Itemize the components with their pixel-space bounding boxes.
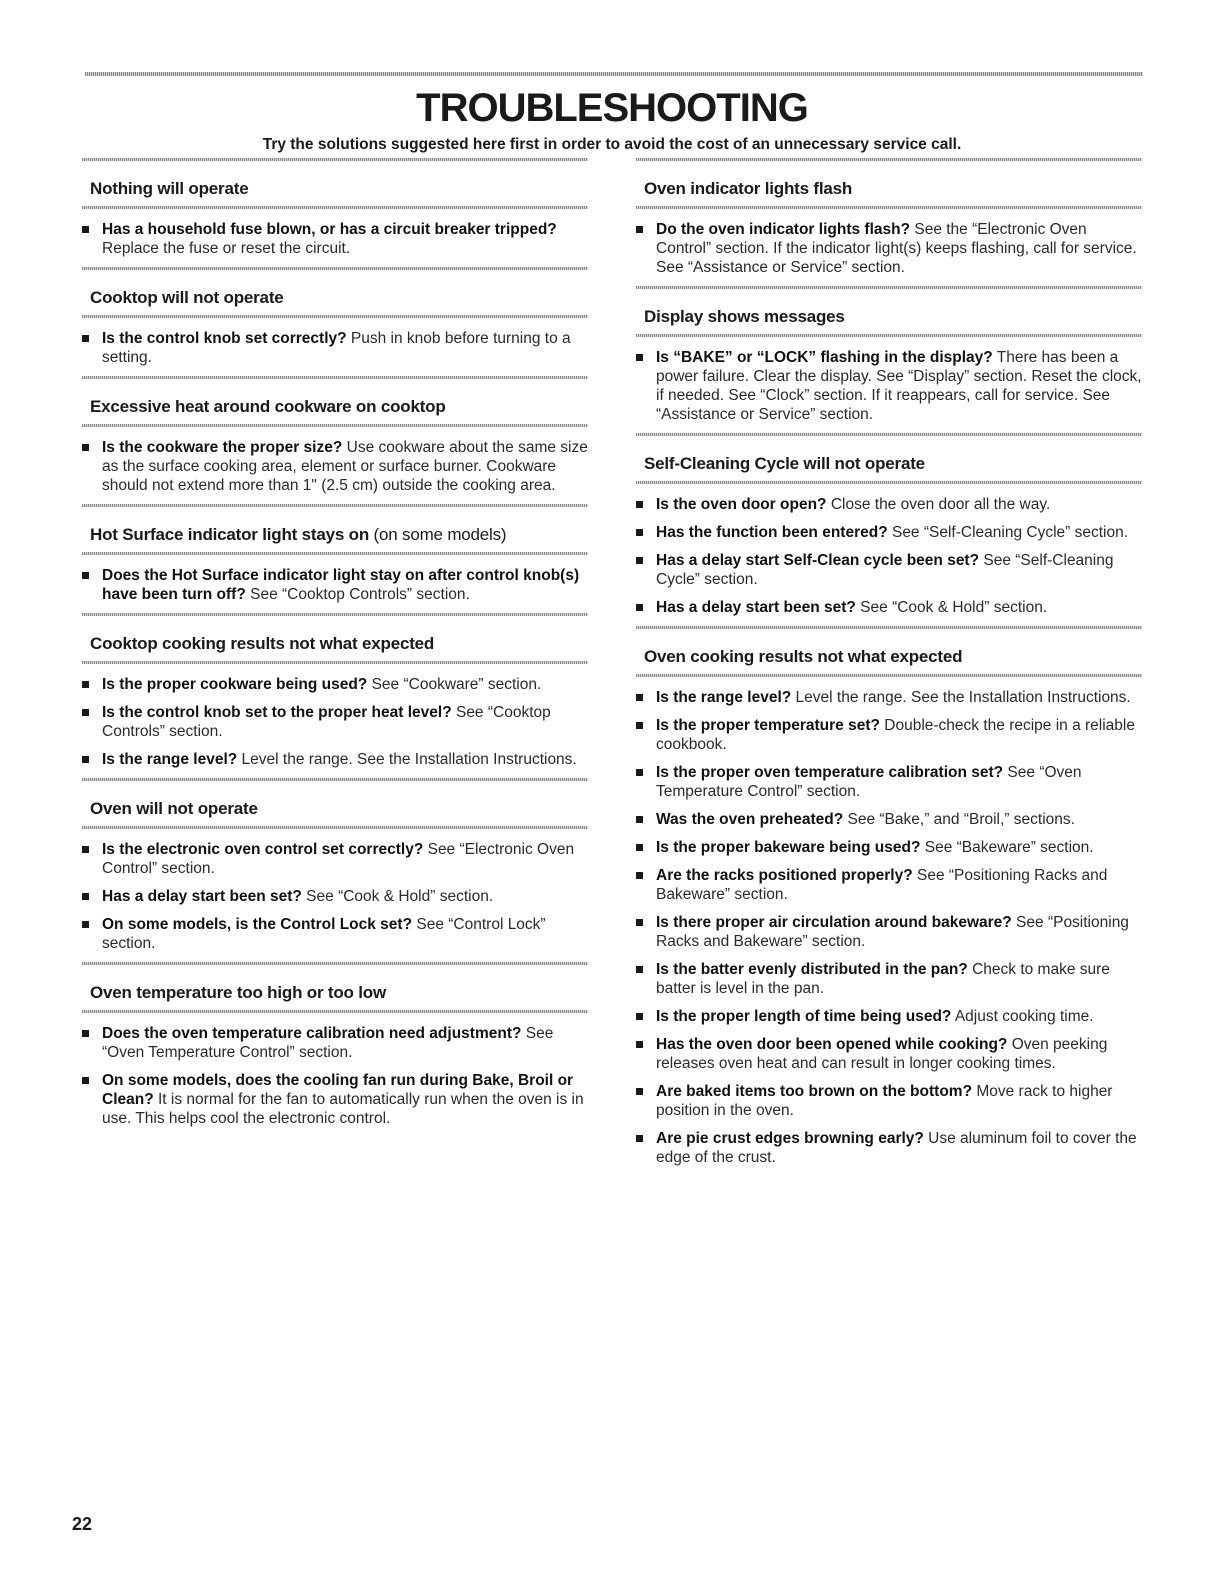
question-text: Is the proper bakeware being used?: [656, 839, 921, 856]
solution-list: [636, 677, 1142, 1167]
list-item: [82, 329, 588, 367]
question-text: Are the racks positioned properly?: [656, 867, 913, 884]
question-text: Do the oven indicator lights flash?: [656, 221, 911, 238]
list-item: [82, 750, 588, 769]
question-text: Has the oven door been opened while cooking?: [656, 1036, 1008, 1053]
heading-underline: [636, 334, 1142, 337]
question-text: Is the proper oven temperature calibration set?: [656, 764, 1004, 781]
section-cooktop-cooking-results-not-what-expected: [82, 613, 588, 769]
section-divider: [82, 267, 588, 270]
square-bullet-icon: [636, 354, 643, 361]
answer-text: Push in knob before turning to a setting.: [102, 330, 571, 366]
heading-underline: [636, 674, 1142, 677]
top-divider: [85, 72, 1143, 76]
question-text: Does the oven temperature calibration need adjustment?: [102, 1025, 522, 1042]
section-cooktop-will-not-operate: [82, 267, 588, 367]
square-bullet-icon: [636, 694, 643, 701]
square-bullet-icon: [82, 756, 89, 763]
answer-text: See “Electronic Oven Control” section.: [102, 841, 575, 877]
question-text: Is the proper cookware being used?: [102, 676, 368, 693]
section-hot-surface-indicator-light-stays-on: [82, 504, 588, 604]
solution-list: [636, 484, 1142, 617]
list-item: [82, 1024, 588, 1062]
question-text: Are baked items too brown on the bottom?: [656, 1083, 973, 1100]
section-divider: [82, 778, 588, 781]
section-excessive-heat-around-cookware-on-cooktop: [82, 376, 588, 495]
list-item: [636, 688, 1142, 707]
section-divider: [82, 613, 588, 616]
section-heading-text: Excessive heat around cookware on cooktop: [90, 397, 446, 416]
answer-text: See “Cooktop Controls” section.: [102, 704, 551, 740]
square-bullet-icon: [636, 722, 643, 729]
section-heading: [82, 376, 588, 417]
square-bullet-icon: [636, 226, 643, 233]
heading-underline: [82, 826, 588, 829]
list-item: [636, 763, 1142, 801]
square-bullet-icon: [82, 572, 89, 579]
section-display-shows-messages: [636, 286, 1142, 424]
solution-list: [82, 427, 588, 495]
answer-text: See “Cook & Hold” section.: [855, 599, 1048, 616]
answer-text: Adjust cooking time.: [951, 1008, 1094, 1025]
square-bullet-icon: [82, 893, 89, 900]
section-divider: [636, 626, 1142, 629]
section-nothing-will-operate: [82, 158, 588, 258]
list-item: [636, 1129, 1142, 1167]
solution-list: [82, 1013, 588, 1128]
square-bullet-icon: [636, 501, 643, 508]
answer-text: See “Positioning Racks and Bakeware” section.: [656, 914, 1129, 950]
section-heading-note: (on some models): [369, 525, 507, 544]
left-column: [82, 158, 588, 1137]
heading-underline: [82, 661, 588, 664]
list-item: [636, 551, 1142, 589]
section-divider: [636, 433, 1142, 436]
question-text: Is the control knob set to the proper heat level?: [102, 704, 452, 721]
answer-text: See “Control Lock” section.: [102, 916, 546, 952]
section-heading-text: Cooktop will not operate: [90, 288, 284, 307]
question-text: Is the proper temperature set?: [656, 717, 880, 734]
square-bullet-icon: [636, 604, 643, 611]
list-item: [82, 566, 588, 604]
question-text: Is the batter evenly distributed in the pan?: [656, 961, 968, 978]
answer-text: See “Positioning Racks and Bakeware” section.: [656, 867, 1108, 903]
answer-text: It is normal for the fan to automatically run when the oven is in use. This helps cool the electronic control.: [102, 1091, 584, 1127]
list-item: [636, 716, 1142, 754]
section-heading: [636, 286, 1142, 327]
answer-text: See “Cookware” section.: [367, 676, 542, 693]
heading-underline: [82, 552, 588, 555]
solution-list: [82, 209, 588, 258]
square-bullet-icon: [82, 1030, 89, 1037]
answer-text: See “Bake,” and “Broil,” sections.: [843, 811, 1075, 828]
solution-list: [82, 555, 588, 604]
solution-list: [636, 337, 1142, 424]
question-text: Is the control knob set correctly?: [102, 330, 347, 347]
section-heading: [82, 962, 588, 1003]
question-text: Is the oven door open?: [656, 496, 827, 513]
square-bullet-icon: [636, 1013, 643, 1020]
square-bullet-icon: [82, 444, 89, 451]
section-self-cleaning-cycle-will-not-operate: [636, 433, 1142, 617]
square-bullet-icon: [82, 681, 89, 688]
section-divider: [82, 504, 588, 507]
question-text: Has a delay start Self-Clean cycle been set?: [656, 552, 980, 569]
page-number: 22: [72, 1514, 93, 1534]
heading-underline: [82, 315, 588, 318]
answer-text: Oven peeking releases oven heat and can result in longer cooking times.: [656, 1036, 1108, 1072]
list-item: [82, 915, 588, 953]
answer-text: See “Oven Temperature Control” section.: [102, 1025, 554, 1061]
answer-text: Use aluminum foil to cover the edge of the crust.: [656, 1130, 1137, 1166]
answer-text: Close the oven door all the way.: [826, 496, 1051, 513]
section-divider: [636, 158, 1142, 161]
list-item: [636, 810, 1142, 829]
answer-text: See “Self-Cleaning Cycle” section.: [887, 524, 1129, 541]
list-item: [636, 1082, 1142, 1120]
question-text: Is the electronic oven control set correctly?: [102, 841, 424, 858]
list-item: [82, 675, 588, 694]
answer-text: Level the range. See the Installation Instructions.: [791, 689, 1131, 706]
square-bullet-icon: [636, 529, 643, 536]
list-item: [636, 523, 1142, 542]
square-bullet-icon: [636, 1088, 643, 1095]
question-text: Is “BAKE” or “LOCK” flashing in the display?: [656, 349, 993, 366]
list-item: [636, 1035, 1142, 1073]
section-heading: [636, 158, 1142, 199]
square-bullet-icon: [82, 335, 89, 342]
square-bullet-icon: [636, 769, 643, 776]
section-oven-temperature-too-high-or-too-low: [82, 962, 588, 1128]
list-item: [82, 703, 588, 741]
question-text: Has the function been entered?: [656, 524, 888, 541]
list-item: [636, 960, 1142, 998]
question-text: Are pie crust edges browning early?: [656, 1130, 924, 1147]
answer-text: See “Self-Cleaning Cycle” section.: [656, 552, 1114, 588]
question-text: Is the proper length of time being used?: [656, 1008, 952, 1025]
question-text: Has a household fuse blown, or has a circuit breaker tripped?: [102, 221, 557, 238]
list-item: [82, 220, 588, 258]
section-divider: [82, 158, 588, 161]
question-text: Was the oven preheated?: [656, 811, 844, 828]
answer-text: Level the range. See the Installation Instructions.: [237, 751, 577, 768]
heading-underline: [82, 1010, 588, 1013]
section-heading: [82, 778, 588, 819]
square-bullet-icon: [636, 557, 643, 564]
question-text: Is the range level?: [102, 751, 238, 768]
section-heading-text: Display shows messages: [644, 307, 845, 326]
intro-text: Try the solutions suggested here first in order to avoid the cost of an unnecessary service call.: [262, 136, 962, 153]
right-column: [636, 158, 1142, 1176]
list-item: [636, 495, 1142, 514]
section-heading: [636, 433, 1142, 474]
section-heading: [82, 504, 588, 545]
answer-text: Replace the fuse or reset the circuit.: [102, 240, 351, 257]
list-item: [636, 838, 1142, 857]
section-heading: [82, 267, 588, 308]
list-item: [636, 866, 1142, 904]
list-item: [82, 1071, 588, 1128]
section-oven-indicator-lights-flash: [636, 158, 1142, 277]
question-text: Has a delay start been set?: [656, 599, 856, 616]
section-heading-text: Oven indicator lights flash: [644, 179, 853, 198]
heading-underline: [636, 481, 1142, 484]
question-text: On some models, does the cooling fan run during Bake, Broil or Clean?: [102, 1072, 574, 1108]
square-bullet-icon: [82, 846, 89, 853]
question-text: Does the Hot Surface indicator light stay on after control knob(s) have been turn off?: [102, 567, 580, 603]
answer-text: See “Cook & Hold” section.: [301, 888, 494, 905]
section-heading-text: Nothing will operate: [90, 179, 249, 198]
answer-text: See “Cooktop Controls” section.: [245, 586, 470, 603]
answer-text: Check to make sure batter is level in the pan.: [656, 961, 1110, 997]
section-heading-text: Oven cooking results not what expected: [644, 647, 963, 666]
question-text: Is the cookware the proper size?: [102, 439, 343, 456]
section-divider: [636, 286, 1142, 289]
section-heading: [82, 158, 588, 199]
answer-text: There has been a power failure. Clear the display. See “Display” section. Reset the clock, if needed. See “Clock” section. If it reappears, call for service. See “Assistance or Service” section.: [656, 349, 1142, 423]
list-item: [82, 887, 588, 906]
square-bullet-icon: [636, 872, 643, 879]
section-heading: [636, 626, 1142, 667]
list-item: [82, 438, 588, 495]
list-item: [636, 220, 1142, 277]
solution-list: [82, 829, 588, 953]
heading-underline: [82, 206, 588, 209]
section-heading-text: Oven will not operate: [90, 799, 258, 818]
list-item: [636, 1007, 1142, 1026]
list-item: [636, 598, 1142, 617]
list-item: [636, 348, 1142, 424]
square-bullet-icon: [636, 1041, 643, 1048]
question-text: Is there proper air circulation around bakeware?: [656, 914, 1012, 931]
page-title: TROUBLESHOOTING: [416, 86, 808, 130]
heading-underline: [82, 424, 588, 427]
square-bullet-icon: [82, 709, 89, 716]
section-divider: [82, 962, 588, 965]
answer-text: Double-check the recipe in a reliable cookbook.: [656, 717, 1135, 753]
solution-list: [636, 209, 1142, 277]
section-heading-text: Self-Cleaning Cycle will not operate: [644, 454, 925, 473]
section-divider: [82, 376, 588, 379]
answer-text: See “Bakeware” section.: [920, 839, 1094, 856]
solution-list: [82, 664, 588, 769]
square-bullet-icon: [636, 966, 643, 973]
square-bullet-icon: [636, 844, 643, 851]
answer-text: See “Oven Temperature Control” section.: [656, 764, 1082, 800]
answer-text: Use cookware about the same size as the surface cooking area, element or surface burner. Cookware should not extend more than 1" (2.5 cm) outside the cooking area.: [102, 439, 588, 494]
section-oven-cooking-results-not-what-expected: [636, 626, 1142, 1167]
section-heading-text: Hot Surface indicator light stays on: [90, 525, 370, 544]
question-text: Is the range level?: [656, 689, 792, 706]
square-bullet-icon: [82, 1077, 89, 1084]
answer-text: Move rack to higher position in the oven.: [656, 1083, 1113, 1119]
square-bullet-icon: [636, 816, 643, 823]
section-heading: [82, 613, 588, 654]
heading-underline: [636, 206, 1142, 209]
square-bullet-icon: [82, 921, 89, 928]
list-item: [82, 840, 588, 878]
square-bullet-icon: [82, 226, 89, 233]
list-item: [636, 913, 1142, 951]
solution-list: [82, 318, 588, 367]
question-text: Has a delay start been set?: [102, 888, 302, 905]
answer-text: See the “Electronic Oven Control” section. If the indicator light(s) keeps flashing, call for service. See “Assistance or Service” section.: [656, 221, 1137, 276]
section-heading-text: Cooktop cooking results not what expected: [90, 634, 435, 653]
section-oven-will-not-operate: [82, 778, 588, 953]
square-bullet-icon: [636, 1135, 643, 1142]
section-heading-text: Oven temperature too high or too low: [90, 983, 386, 1002]
question-text: On some models, is the Control Lock set?: [102, 916, 413, 933]
square-bullet-icon: [636, 919, 643, 926]
